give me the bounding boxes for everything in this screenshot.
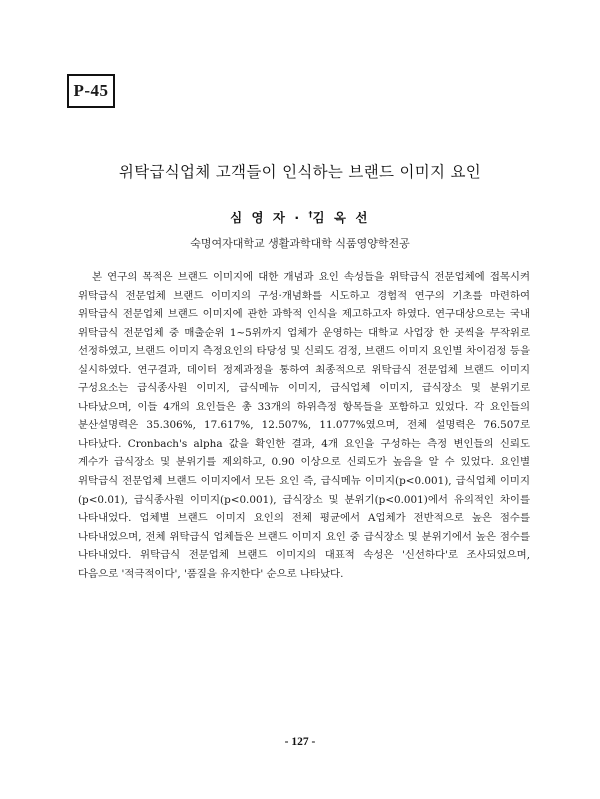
second-author: 김 옥 선 bbox=[312, 210, 370, 225]
author-line bbox=[0, 208, 600, 226]
poster-number-badge bbox=[67, 74, 115, 108]
affiliation: 숙명여자대학교 생활과학대학 식품영양학전공 bbox=[190, 237, 410, 250]
corresponding-author-mark: † bbox=[308, 209, 313, 219]
page-number: - 127 - bbox=[284, 736, 316, 748]
first-author: 심 영 자 · bbox=[230, 210, 309, 225]
poster-number-label: P-45 bbox=[73, 81, 109, 100]
paper-title: 위탁급식업체 고객들이 인식하는 브랜드 이미지 요인 bbox=[118, 163, 482, 181]
abstract-body: 본 연구의 목적은 브랜드 이미지에 대한 개념과 요인 속성들을 위탁급식 전문업체에 접목시켜 위탁급식 전문업체 브랜드 이미지의 구성·개념화를 시도하고 경험적 연구의 기초를 마련하여 위탁급식 전문업체 브랜드 이미지에 관한 과학적 인식을 제고하고자 하였다. 연구대상으로는 국내 위탁급식 전문업체 중 매출순위 1~5위까지 업체가 운영하는 대학교 사업장 한 곳씩을 무작위로 선정하였고, 브랜드 이미지 측정요인의 타당성 및 신뢰도 검정, 브랜드 이미지 요인별 차이검정 등을 실시하였다. 연구결과, 데이터 정제과정을 통하여 최종적으로 위탁급식 전문업체 브랜드 이미지 구성요소는 급식종사원 이미지, 급식메뉴 이미지, 급식업체 이미지, 급식장소 및 분위기로 나타났으며, 이들 4개의 요인들은 총 33개의 하위측정 항목들을 포함하고 있었다. 각 요인들의 분산설명력은 35.306%, 17.617%, 12.507%, 11.077%였으며, 전체 설명력은 76.507로 나타났다. Cronbach's alpha 값을 확인한 결과, 4개 요인을 구성하는 측정 변인들의 신뢰도 계수가 급식장소 및 분위기를 제외하고, 0.90 이상으로 신뢰도가 높음을 알 수 있었다. 요인별 위탁급식 전문업체 브랜드 이미지에서 모든 요인 즉, 급식메뉴 이미지(p<0.001), 급식업체 이미지(p<0.01), 급식종사원 이미지(p<0.001), 급식장소 및 분위기(p<0.001)에서 유의적인 차이를 나타내었다. 업체별 브랜드 이미지 요인의 전체 평균에서 A업체가 전반적으로 높은 점수를 나타내었으며, 전체 위탁급식 업체들은 브랜드 이미지 요인 중 급식장소 및 분위기에서 높은 점수를 나타내었다. 위탁급식 전문업체 브랜드 이미지의 대표적 속성은 '신선하다'로 조사되었으며, 다음으로 '적극적이다', '품질을 유지한다' 순으로 나타났다. bbox=[78, 271, 530, 580]
